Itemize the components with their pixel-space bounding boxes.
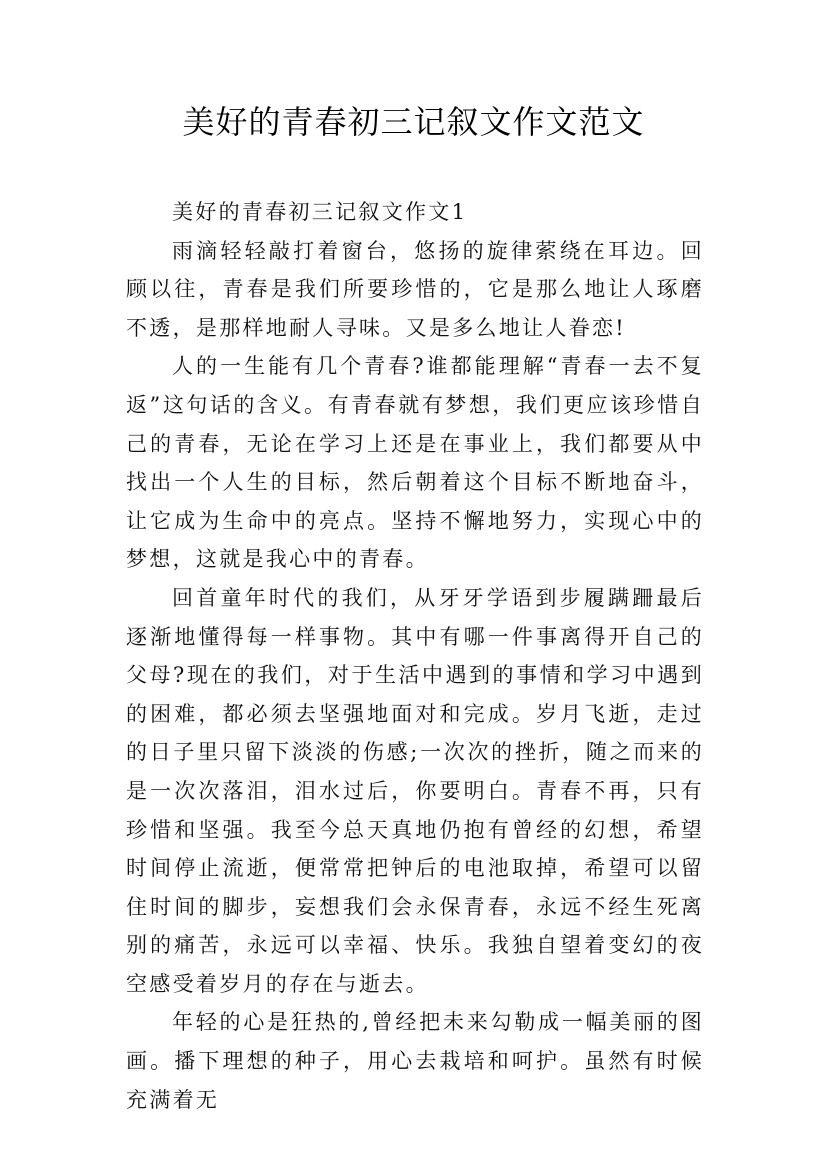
- document-title: 美好的青春初三记叙文作文范文: [182, 103, 645, 141]
- essay-subtitle: 美好的青春初三记叙文作文1: [172, 200, 468, 224]
- paragraph: 雨滴轻轻敲打着窗台，悠扬的旋律萦绕在耳边。回顾以往，青春是我们所要珍惜的，它是那么地让人琢磨不透，是那样地耐人寻味。又是多么地让人眷恋!: [126, 238, 704, 340]
- paragraph: 人的一生能有几个青春?谁都能理解“青春一去不复返”这句话的含义。有青春就有梦想，我们更应该珍惜自己的青春，无论在学习上还是在事业上，我们都要从中找出一个人生的目标，然后朝着这个目标不断地奋斗，让它成为生命中的亮点。坚持不懈地努力，实现心中的梦想，这就是我心中的青春。: [126, 354, 704, 572]
- paragraph: 回首童年时代的我们，从牙牙学语到步履蹒跚最后逐渐地懂得每一样事物。其中有哪一件事离得开自己的父母?现在的我们，对于生活中遇到的事情和学习中遇到的困难，都必须去坚强地面对和完成。岁月飞逝，走过的日子里只留下淡淡的伤感;一次次的挫折，随之而来的是一次次落泪，泪水过后，你要明白。青春不再，只有珍惜和坚强。我至今总天真地仍抱有曾经的幻想，希望时间停止流逝，便常常把钟后的电池取掉，希望可以留住时间的脚步，妄想我们会永保青春，永远不经生死离别的痛苦，永远可以幸福、快乐。我独自望着变幻的夜空感受着岁月的存在与逝去。: [126, 585, 704, 996]
- document-body: [126, 193, 704, 1119]
- paragraph: 年轻的心是狂热的,曾经把未来勾勒成一幅美丽的图画。播下理想的种子，用心去栽培和呵护。虽然有时候充满着无: [126, 1010, 704, 1112]
